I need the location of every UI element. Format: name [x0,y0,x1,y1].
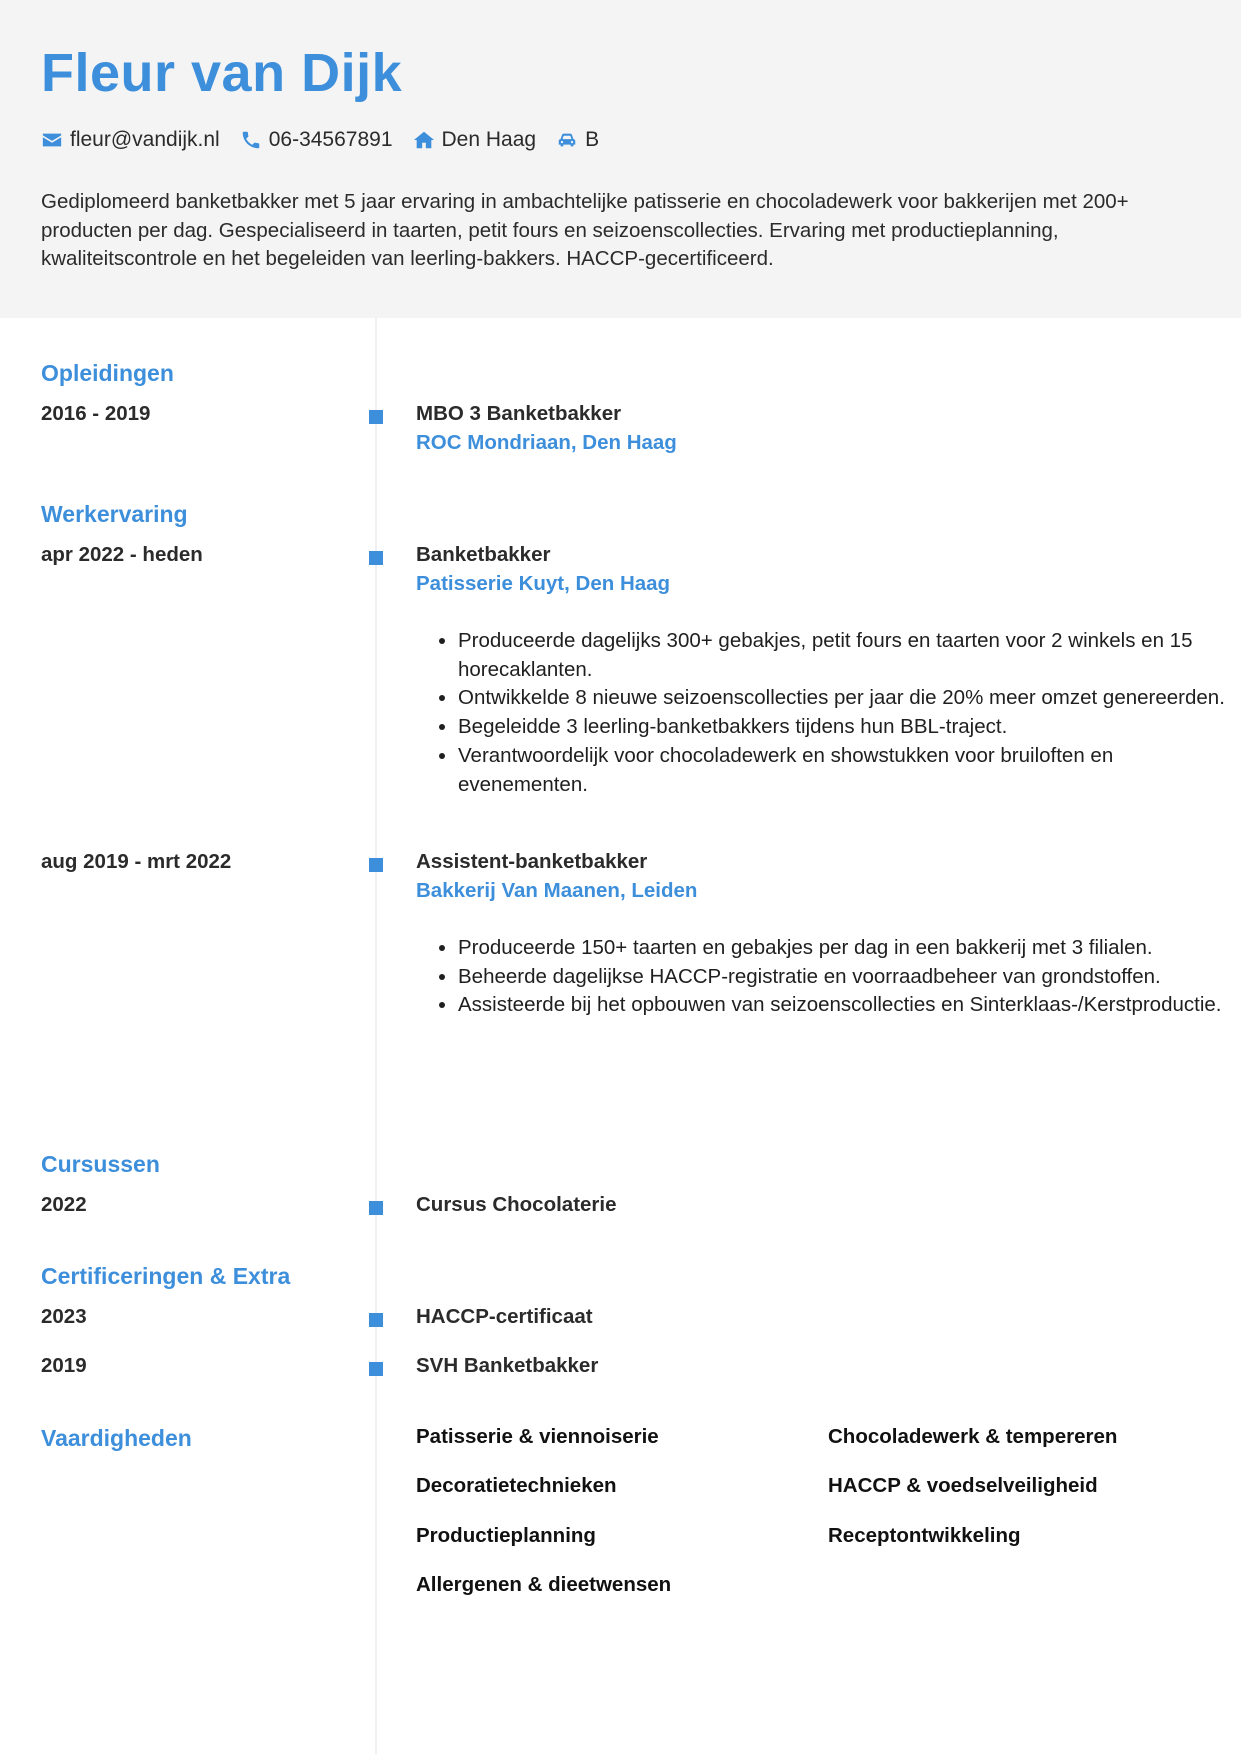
education-degree: MBO 3 Banketbakker [416,402,622,425]
experience-job-title: Banketbakker [416,543,551,566]
certification-date: 2023 [41,1305,87,1328]
experience-employer: Patisserie Kuyt, Den Haag [416,572,671,595]
list-item: • Beheerde dagelijkse HACCP-registratie en voorraadbeheer van grondstoffen. [458,963,1241,992]
education-institution: ROC Mondriaan, Den Haag [416,431,677,454]
section-title-certifications: Certificeringen & Extra [41,1263,291,1289]
certification-date: 2019 [41,1354,87,1377]
skill-item: Chocoladewerk & tempereren [828,1425,1118,1448]
phone-icon [240,129,262,151]
timeline-marker [369,410,383,424]
home-icon [413,129,435,151]
experience-job-title: Assistent-banketbakker [416,850,648,873]
certification-title: SVH Banketbakker [416,1354,599,1377]
contact-license [556,128,599,152]
list-item: • Assisteerde bij het opbouwen van seizoenscollecties en Sinterklaas-/Kerstproductie. [458,991,1241,1020]
skill-item: Receptontwikkeling [828,1524,1021,1547]
car-icon [556,129,578,151]
header-band [0,0,1241,318]
license-text: B [585,128,600,151]
certification-title: HACCP-certificaat [416,1305,593,1328]
list-item: • Begeleidde 3 leerling-banketbakkers tijdens hun BBL-traject. [458,713,1241,742]
section-title-courses: Cursussen [41,1151,160,1177]
course-title: Cursus Chocolaterie [416,1193,617,1216]
experience-employer: Bakkerij Van Maanen, Leiden [416,879,698,902]
skill-item: Patisserie & viennoiserie [416,1425,659,1448]
skill-item: Allergenen & dieetwensen [416,1573,672,1596]
email-text: fleur@vandijk.nl [70,128,220,151]
skill-item: HACCP & voedselveiligheid [828,1474,1098,1497]
experience-date: apr 2022 - heden [41,543,203,566]
list-item: • Verantwoordelijk voor chocoladewerk en showstukken voor bruiloften en evenementen. [458,742,1241,799]
timeline-marker [369,1201,383,1215]
contact-phone[interactable] [240,128,393,152]
experience-bullets [416,627,1241,799]
section-title-experience: Werkervaring [41,501,188,527]
contact-email[interactable] [41,128,220,152]
education-date: 2016 - 2019 [41,402,151,425]
list-item: • Produceerde dagelijks 300+ gebakjes, petit fours en taarten voor 2 winkels en 15 horecaklanten. [458,627,1241,684]
city-text: Den Haag [441,128,537,151]
candidate-name: Fleur van Dijk [41,43,403,103]
phone-text: 06-34567891 [268,128,393,151]
section-title-skills: Vaardigheden [41,1425,192,1451]
timeline-marker [369,551,383,565]
contact-city [413,128,537,152]
timeline-marker [369,858,383,872]
envelope-icon [41,129,63,151]
profile-summary: Gediplomeerd banketbakker met 5 jaar ervaring in ambachtelijke patisserie en chocoladewerk voor bakkerijen met 200+ producten per dag. Gespecialiseerd in taarten, petit fours en seizoenscollecties. Ervaring met productieplanning, kwaliteitscontrole en het begeleiden van leerling-bakkers. HACCP-gecertificeerd. [41,190,1129,270]
section-title-education: Opleidingen [41,360,174,386]
timeline-divider [375,318,377,1754]
contact-row [41,128,619,152]
list-item: • Ontwikkelde 8 nieuwe seizoenscollecties per jaar die 20% meer omzet genereerden. [458,684,1241,713]
experience-bullets [416,934,1241,1020]
list-item: • Produceerde 150+ taarten en gebakjes per dag in een bakkerij met 3 filialen. [458,934,1241,963]
timeline-marker [369,1362,383,1376]
experience-date: aug 2019 - mrt 2022 [41,850,232,873]
skill-item: Decoratietechnieken [416,1474,617,1497]
timeline-marker [369,1313,383,1327]
course-date: 2022 [41,1193,87,1216]
skill-item: Productieplanning [416,1524,596,1547]
